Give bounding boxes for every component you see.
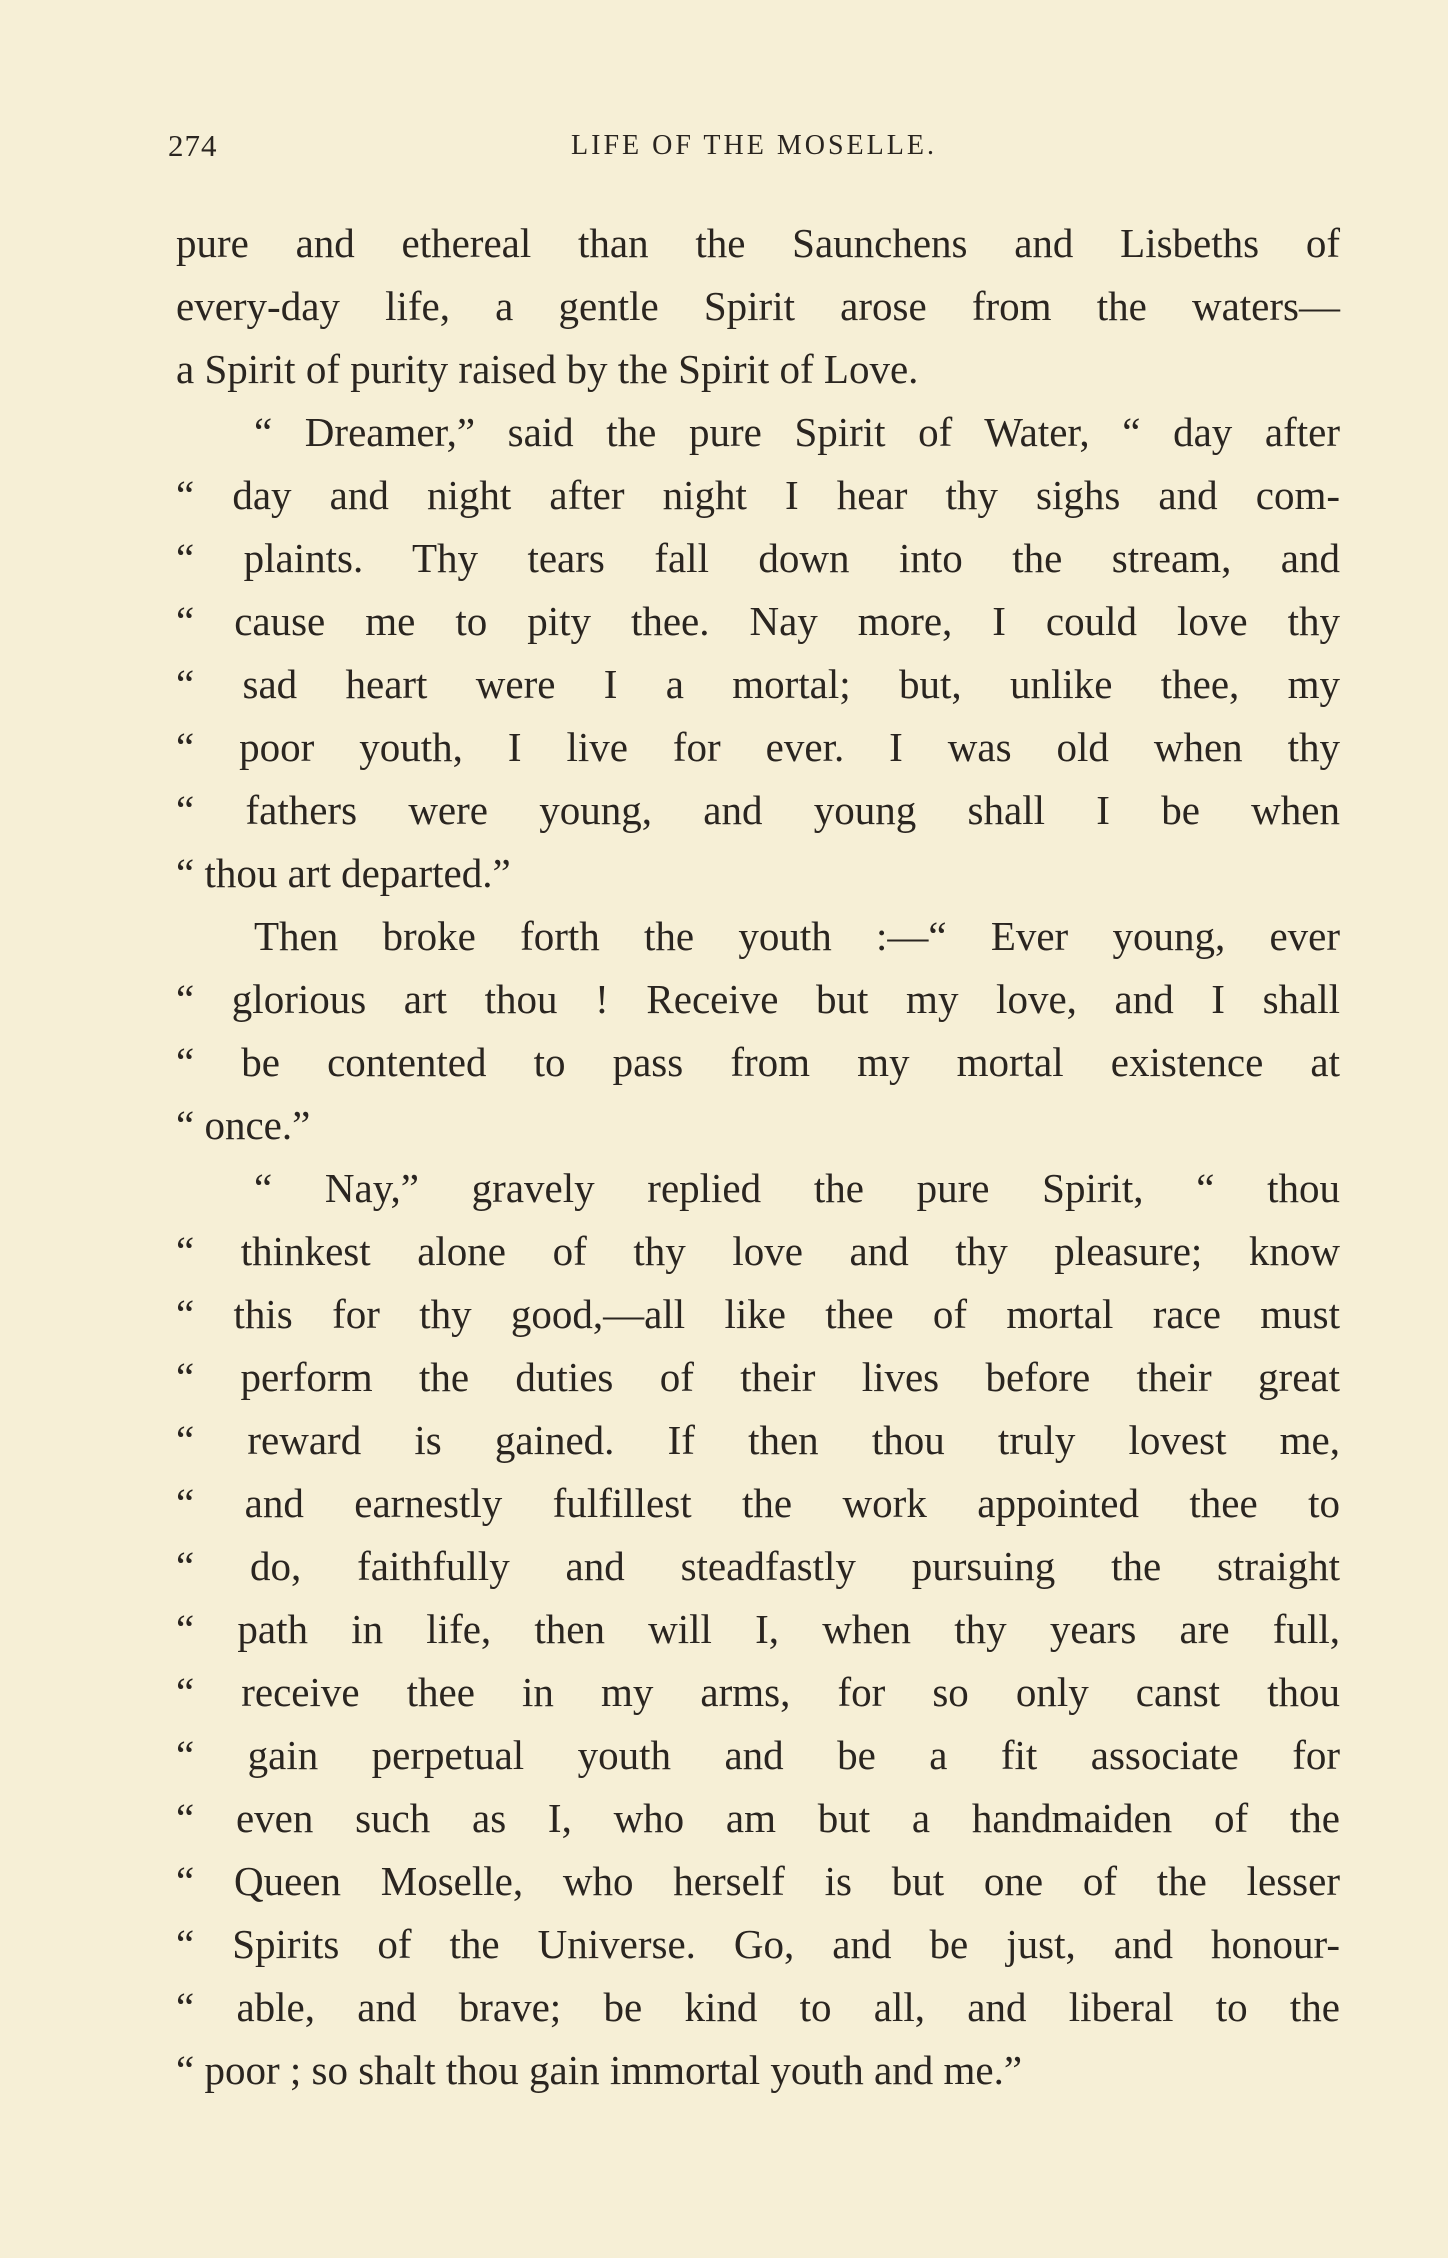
- page-number: 274: [168, 128, 218, 163]
- text-line: “ path in life, then will I, when thy years are full,: [176, 1606, 1340, 1652]
- text-line: “ Dreamer,” said the pure Spirit of Water, “ day after: [254, 409, 1340, 455]
- text-line: “ even such as I, who am but a handmaiden of the: [176, 1795, 1340, 1841]
- text-line: “ able, and brave; be kind to all, and liberal to the: [176, 1984, 1340, 2030]
- text-line: “ gain perpetual youth and be a fit associate for: [176, 1732, 1340, 1778]
- text-line: “ and earnestly fulfillest the work appointed thee to: [176, 1480, 1340, 1526]
- text-line: “ plaints. Thy tears fall down into the stream, and: [176, 535, 1340, 581]
- text-line: “ thinkest alone of thy love and thy pleasure; know: [176, 1228, 1340, 1274]
- text-line: “ receive thee in my arms, for so only canst thou: [176, 1669, 1340, 1715]
- text-line: “ this for thy good,—all like thee of mortal race must: [176, 1291, 1340, 1337]
- body-text: [176, 212, 1340, 2102]
- text-line: “ do, faithfully and steadfastly pursuing the straight: [176, 1543, 1340, 1589]
- text-line: “ perform the duties of their lives before their great: [176, 1354, 1340, 1400]
- text-line: “ poor ; so shalt thou gain immortal youth and me.”: [176, 2047, 1023, 2093]
- text-line: “ day and night after night I hear thy sighs and com-: [176, 472, 1340, 518]
- text-line: “ Spirits of the Universe. Go, and be just, and honour-: [176, 1921, 1340, 1967]
- text-line: “ be contented to pass from my mortal existence at: [176, 1039, 1340, 1085]
- running-head: LIFE OF THE MOSELLE.: [571, 130, 937, 161]
- text-line: every-day life, a gentle Spirit arose from the waters—: [176, 283, 1340, 329]
- text-line: “ glorious art thou ! Receive but my love, and I shall: [176, 976, 1340, 1022]
- text-line: Then broke forth the youth :—“ Ever young, ever: [254, 913, 1340, 959]
- text-line: “ poor youth, I live for ever. I was old when thy: [176, 724, 1340, 770]
- text-line: “ reward is gained. If then thou truly lovest me,: [176, 1417, 1340, 1463]
- text-line: pure and ethereal than the Saunchens and Lisbeths of: [176, 220, 1340, 266]
- text-line: “ fathers were young, and young shall I be when: [176, 787, 1340, 833]
- page-header: [168, 128, 1340, 176]
- text-line: “ thou art departed.”: [176, 850, 511, 896]
- text-line: a Spirit of purity raised by the Spirit of Love.: [176, 346, 919, 392]
- text-line: “ Nay,” gravely replied the pure Spirit, “ thou: [254, 1165, 1340, 1211]
- text-line: “ once.”: [176, 1102, 311, 1148]
- text-line: “ Queen Moselle, who herself is but one of the lesser: [176, 1858, 1340, 1904]
- text-line: “ cause me to pity thee. Nay more, I could love thy: [176, 598, 1340, 644]
- text-line: “ sad heart were I a mortal; but, unlike thee, my: [176, 661, 1340, 707]
